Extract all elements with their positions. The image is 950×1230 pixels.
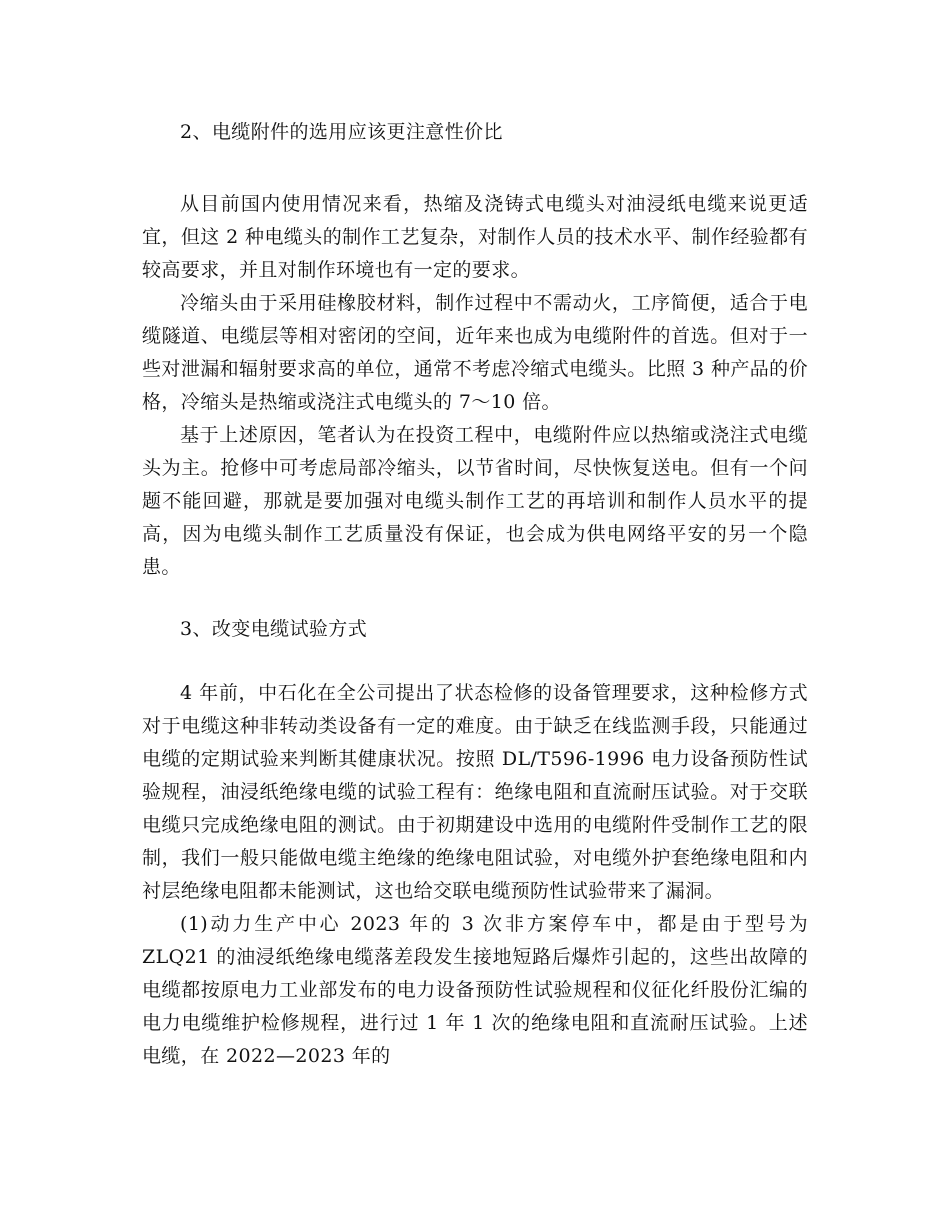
section-3-top-gap (142, 584, 808, 611)
section-2-paragraph-3: 基于上述原因，笔者认为在投资工程中，电缆附件应以热缩或浇注式电缆头为主。抢修中可考虑局部冷缩头，以节省时间，尽快恢复送电。但有一个问题不能回避，那就是要加强对电缆头制作工艺的再培训和制作人员水平的提高，因为电缆头制作工艺质量没有保证，也会成为供电网络平安的另一个隐患。 (142, 424, 808, 578)
section-2-gap (142, 151, 808, 188)
section-2-heading: 2、电缆附件的选用应该更注意性价比 (180, 121, 503, 143)
section-3-paragraph-2: (1)动力生产中心 2023 年的 3 次非方案停车中，都是由于型号为 ZLQ21 的油浸纸绝缘电缆落差段发生接地短路后爆炸引起的，这些出故障的电缆都按原电力工业部发布的电力设备预防性试验规程和仪征化纤股份汇编的电力电缆维护检修规程，进行过 1 年 1 次的绝缘电阻和直流耐压试验。上述电缆，在 2022—2023 年的 (142, 913, 808, 1067)
document-body (142, 112, 808, 1073)
section-3-gap (142, 648, 808, 677)
section-3-heading: 3、改变电缆试验方式 (180, 618, 368, 640)
section-2-paragraph-1: 从目前国内使用情况来看，热缩及浇铸式电缆头对油浸纸电缆来说更适宜，但这 2 种电缆头的制作工艺复杂，对制作人员的技术水平、制作经验都有较高要求，并且对制作环境也有一定的要求。 (142, 193, 808, 281)
section-2-paragraph-2: 冷缩头由于采用硅橡胶材料，制作过程中不需动火，工序简便，适合于电缆隧道、电缆层等相对密闭的空间，近年来也成为电缆附件的首选。但对于一些对泄漏和辐射要求高的单位，通常不考虑冷缩式电缆头。比照 3 种产品的价格，冷缩头是热缩或浇注式电缆头的 7～10 倍。 (142, 292, 808, 413)
section-3-paragraph-1: 4 年前，中石化在全公司提出了状态检修的设备管理要求，这种检修方式对于电缆这种非转动类设备有一定的难度。由于缺乏在线监测手段，只能通过电缆的定期试验来判断其健康状况。按照 DL/T596-1996 电力设备预防性试验规程，油浸纸绝缘电缆的试验工程有：绝缘电阻和直流耐压试验。对于交联电缆只完成绝缘电阻的测试。由于初期建设中选用的电缆附件受制作工艺的限制，我们一般只能做电缆主绝缘的绝缘电阻试验，对电缆外护套绝缘电阻和内衬层绝缘电阻都未能测试，这也给交联电缆预防性试验带来了漏洞。 (142, 682, 808, 902)
